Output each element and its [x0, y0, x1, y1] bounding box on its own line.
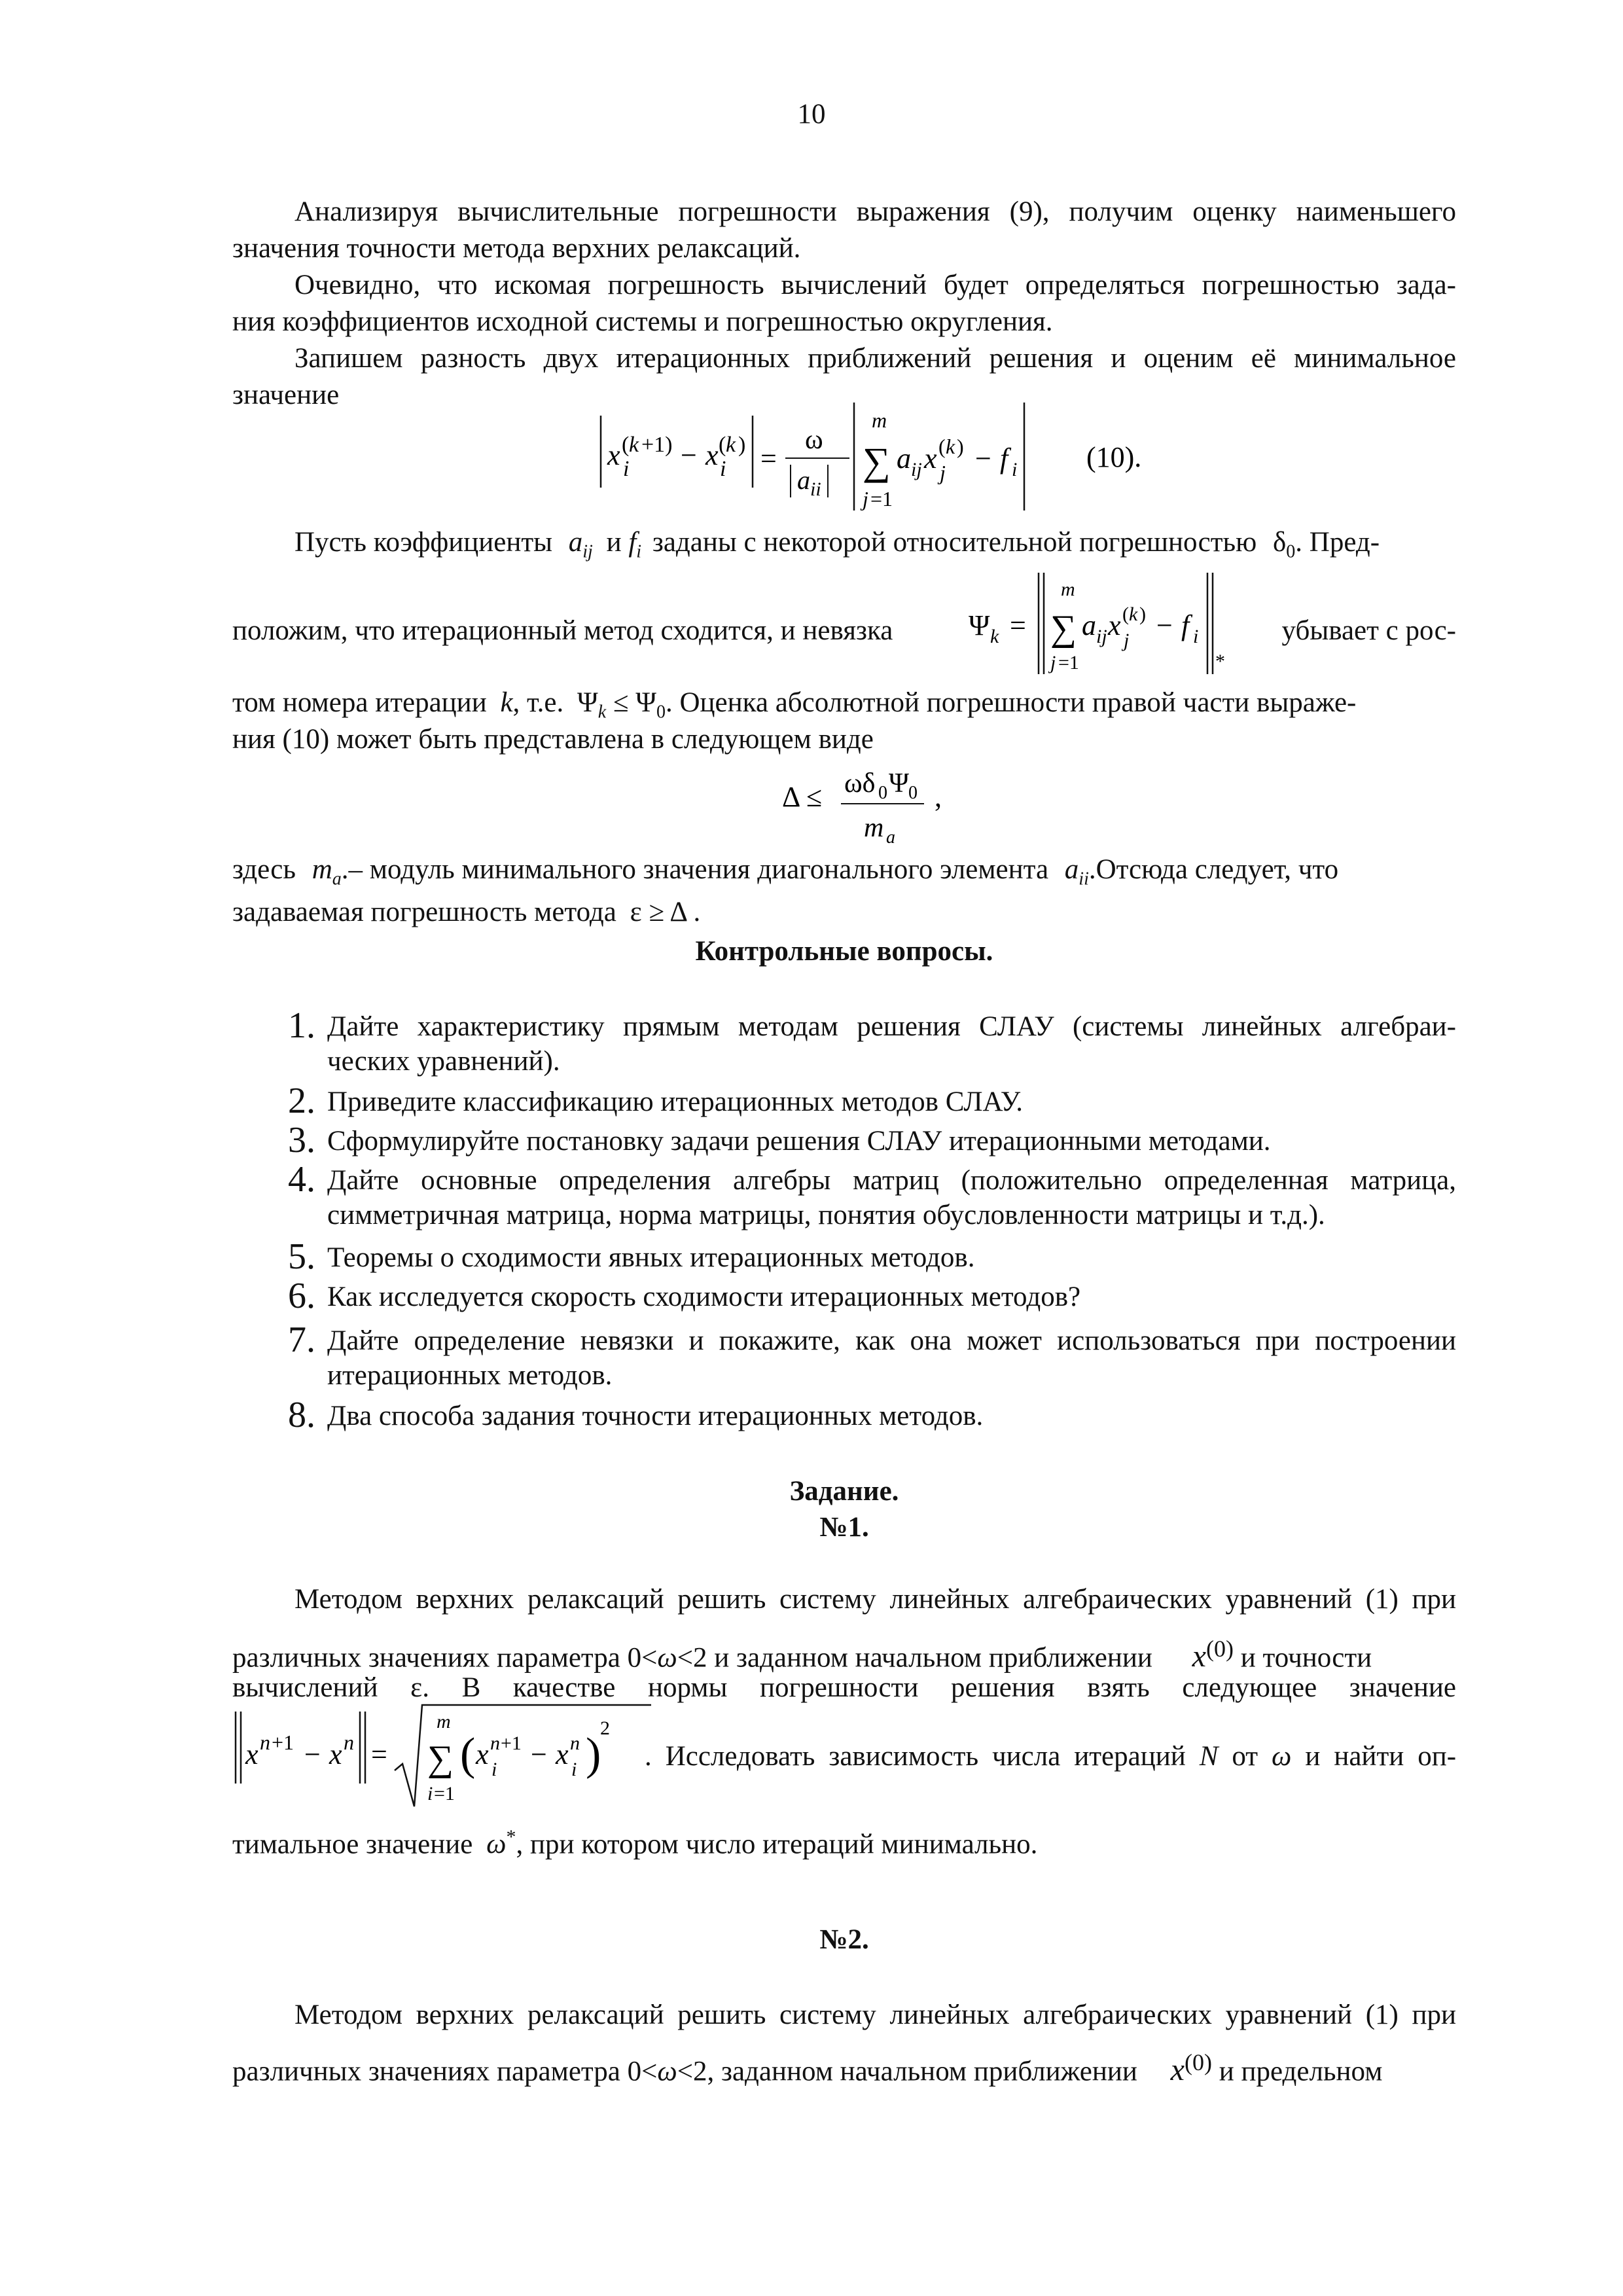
- svg-text:ωδ: ωδ: [844, 768, 876, 798]
- text-segment: .Отсюда следует, что: [1088, 854, 1339, 885]
- svg-text:ω: ω: [805, 425, 823, 455]
- svg-text:f: f: [1181, 609, 1190, 641]
- equation-10: [589, 403, 1165, 520]
- svg-text:): ): [1139, 603, 1146, 625]
- paragraph-line: . Исследовать зависимость числа итераций N от ω и найти оп-: [645, 1741, 1457, 1772]
- text-segment: . Пред-: [1295, 527, 1380, 558]
- svg-text:x: x: [924, 442, 937, 475]
- paragraph-line: значения точности метода верхних релаксаций.: [232, 233, 801, 264]
- svg-text:∑: ∑: [863, 440, 891, 483]
- svg-text:−: −: [681, 439, 697, 471]
- svg-text:Ψ: Ψ: [889, 768, 909, 798]
- svg-text:k: k: [1129, 603, 1138, 625]
- text-segment: .– модуль минимального значения диагонального элемента: [341, 854, 1049, 885]
- text-segment: различных значениях параметра 0<: [232, 1642, 658, 1674]
- svg-text:=: =: [371, 1738, 387, 1770]
- svg-text:j: j: [1124, 630, 1130, 651]
- list-number: 8.: [288, 1395, 315, 1435]
- svg-text:2: 2: [600, 1717, 610, 1739]
- list-text: Дайте характеристику прямым методам решения СЛАУ (системы линейных алгебраи-: [327, 1011, 1456, 1042]
- list-text: итерационных методов.: [327, 1360, 613, 1391]
- list-number: 5.: [288, 1236, 315, 1277]
- paragraph-line: Методом верхних релаксаций решить систему линейных алгебраических уравнений (1) при: [294, 1584, 1456, 1615]
- svg-text:−: −: [975, 442, 991, 475]
- task-number-1: №1.: [819, 1512, 869, 1543]
- paragraph-line: значение: [232, 380, 340, 410]
- list-text: Как исследуется скорость сходимости итерационных методов?: [327, 1282, 1081, 1312]
- svg-text:ij: ij: [911, 459, 922, 480]
- svg-text:Δ ≤: Δ ≤: [782, 781, 823, 813]
- paragraph-line: Анализируя вычислительные погрешности выражения (9), получим оценку наименьшего: [294, 196, 1456, 227]
- svg-text:k: k: [990, 626, 999, 647]
- text-segment: , т.е.: [512, 687, 564, 718]
- svg-text:−: −: [304, 1738, 321, 1770]
- svg-text:(: (: [622, 433, 630, 457]
- list-text: Приведите классификацию итерационных методов СЛАУ.: [327, 1086, 1023, 1117]
- list-number: 4.: [288, 1159, 315, 1200]
- svg-text:=1: =1: [870, 487, 893, 511]
- svg-text:(: (: [1122, 603, 1129, 625]
- list-text: Сформулируйте постановку задачи решения СЛАУ итерационными методами.: [327, 1126, 1271, 1157]
- text-segment: и предельном: [1219, 2056, 1383, 2087]
- svg-text:0: 0: [878, 783, 887, 803]
- svg-text:i: i: [427, 1783, 433, 1804]
- svg-text:=: =: [1010, 609, 1026, 641]
- text-segment: том номера итерации: [232, 687, 487, 718]
- text-segment: . Оценка абсолютной погрешности правой части выраже-: [665, 687, 1357, 718]
- svg-text:−: −: [1156, 609, 1173, 641]
- svg-text:m: m: [864, 813, 884, 843]
- list-number: 6.: [288, 1276, 315, 1316]
- delta-formula: [779, 759, 975, 851]
- text-segment: различных значениях параметра 0<: [232, 2056, 658, 2087]
- text-segment: задаваемая погрешность метода: [232, 897, 616, 927]
- paragraph-line: вычислений ε. В качестве нормы погрешности решения взять следующее значение: [232, 1672, 1456, 1703]
- page-number: 10: [797, 99, 826, 130]
- svg-text:,: ,: [935, 781, 942, 813]
- residual-formula: [965, 569, 1279, 681]
- paragraph-line: различных значениях параметра 0<ω<2 и заданном начальном приближении $x^{(0)}$ и точности: [232, 1636, 1372, 1674]
- svg-text:+1: +1: [272, 1731, 294, 1754]
- text-segment: , при котором число итераций минимально.: [516, 1829, 1038, 1860]
- list-text: Теоремы о сходимости явных итерационных методов.: [327, 1242, 975, 1273]
- text-segment: <2 и заданном начальном приближении: [677, 1642, 1152, 1674]
- text-segment: и: [606, 527, 622, 558]
- text-segment: . Исследовать зависимость числа итераций: [645, 1741, 1186, 1772]
- svg-text:+1: +1: [501, 1732, 522, 1754]
- svg-text:x: x: [607, 439, 620, 471]
- svg-text:i: i: [491, 1759, 497, 1780]
- svg-text:j: j: [940, 461, 946, 484]
- svg-text:(: (: [938, 435, 946, 458]
- svg-text:m: m: [872, 408, 887, 432]
- list-text: ческих уравнений).: [327, 1046, 560, 1077]
- svg-text:=: =: [760, 442, 777, 475]
- svg-text:x: x: [329, 1738, 342, 1770]
- list-text: симметричная матрица, норма матрицы, понятия обусловленности матрицы и т.д.).: [327, 1200, 1325, 1230]
- paragraph-line: Методом верхних релаксаций решить систему линейных алгебраических уравнений (1) при: [294, 2000, 1456, 2030]
- svg-text:i: i: [1193, 626, 1199, 647]
- paragraph-line: Очевидно, что искомая погрешность вычислений будет определяться погрешностью зада-: [294, 270, 1456, 300]
- list-text: Два способа задания точности итерационных методов.: [327, 1401, 984, 1431]
- svg-text:k: k: [726, 433, 736, 457]
- section-heading: Контрольные вопросы.: [695, 936, 993, 967]
- paragraph-line: ния (10) может быть представлена в следующем виде: [232, 724, 874, 755]
- svg-text:x: x: [245, 1738, 259, 1770]
- task-title: Задание.: [789, 1476, 899, 1507]
- svg-text:n: n: [344, 1731, 354, 1754]
- svg-text:a: a: [886, 827, 895, 848]
- svg-text:f: f: [1000, 442, 1008, 475]
- svg-text:ij: ij: [1096, 626, 1107, 647]
- paragraph-line: различных значениях параметра 0<ω<2, заданном начальном приближении $x^{(0)}$ и предельном: [232, 2049, 1383, 2088]
- svg-text:i: i: [1012, 459, 1018, 480]
- svg-text:n: n: [570, 1732, 580, 1754]
- svg-text:(: (: [460, 1729, 476, 1780]
- svg-text:ii: ii: [810, 478, 821, 500]
- svg-text:∑: ∑: [427, 1738, 454, 1779]
- text-segment: заданы с некоторой относительной погрешностью: [652, 527, 1257, 558]
- paragraph-line: убывает с рос-: [1281, 615, 1456, 646]
- text-segment: от: [1232, 1741, 1258, 1772]
- paragraph-line: тимальное значение ω*, при котором число итераций минимально.: [232, 1826, 1038, 1860]
- paragraph-line: Пусть коэффициенты $a_{ij}$ и $f_i$ заданы с некоторой относительной погрешностью $\delta_0$. Пред-: [294, 527, 1380, 562]
- svg-text:Ψ: Ψ: [969, 609, 990, 641]
- list-number: 3.: [288, 1120, 315, 1160]
- svg-text:−: −: [531, 1738, 547, 1770]
- svg-text:x: x: [1108, 609, 1121, 641]
- svg-text:=1: =1: [1058, 652, 1079, 673]
- svg-text:+1): +1): [641, 433, 673, 457]
- text-segment: Пусть коэффициенты: [294, 527, 553, 558]
- equation-10-label: (10).: [1086, 441, 1142, 473]
- svg-text:a: a: [1082, 609, 1096, 641]
- svg-text:): ): [586, 1729, 601, 1780]
- paragraph-line: задаваемая погрешность метода ε ≥ Δ .: [232, 897, 701, 927]
- list-number: 1.: [288, 1005, 315, 1046]
- svg-text:a: a: [797, 465, 810, 495]
- text-segment: и найти оп-: [1305, 1741, 1457, 1772]
- svg-text:0: 0: [908, 783, 918, 803]
- svg-text:): ): [957, 435, 964, 458]
- svg-text:n: n: [490, 1732, 500, 1754]
- svg-text:k: k: [946, 435, 955, 458]
- svg-text:j: j: [863, 487, 868, 511]
- svg-text:): ): [738, 433, 746, 457]
- paragraph-line: положим, что итерационный метод сходится, и невязка: [232, 615, 893, 646]
- svg-text:j: j: [1050, 652, 1056, 673]
- list-number: 7.: [288, 1319, 315, 1360]
- text-segment: здесь: [232, 854, 296, 885]
- svg-text:a: a: [897, 442, 911, 475]
- paragraph-line: том номера итерации k, т.е. $\Psi_k \le \Psi_0$. Оценка абсолютной погрешности правой части выраже-: [232, 687, 1357, 723]
- norm-formula: [232, 1698, 664, 1810]
- svg-text:(: (: [719, 433, 726, 457]
- paragraph-line: Запишем разность двух итерационных приближений решения и оценим её минимальное: [294, 343, 1456, 374]
- paragraph-line: ния коэффициентов исходной системы и погрешностью округления.: [232, 306, 1053, 337]
- svg-text:k: k: [629, 433, 639, 457]
- svg-text:i: i: [720, 457, 726, 481]
- text-segment: тимальное значение: [232, 1829, 473, 1860]
- svg-text:i: i: [623, 457, 630, 481]
- list-text: Дайте основные определения алгебры матриц (положительно определенная матрица,: [327, 1165, 1456, 1196]
- svg-text:x: x: [705, 439, 719, 471]
- svg-text:x: x: [556, 1738, 569, 1770]
- list-number: 2.: [288, 1081, 315, 1121]
- text-segment: и точности: [1240, 1642, 1372, 1674]
- svg-text:=1: =1: [434, 1783, 455, 1804]
- paragraph-line: здесь $m_a.-$ модуль минимального значения диагонального элемента $a_{ii}.Отсюда$ следует, что: [232, 854, 1339, 889]
- svg-text:∑: ∑: [1050, 608, 1077, 649]
- svg-text:n: n: [260, 1731, 270, 1754]
- svg-text:*: *: [1215, 651, 1225, 672]
- list-text: Дайте определение невязки и покажите, как она может использоваться при построении: [327, 1325, 1456, 1356]
- task-number-2: №2.: [819, 1924, 869, 1955]
- svg-text:m: m: [437, 1711, 451, 1732]
- text-segment: <2, заданном начальном приближении: [677, 2056, 1137, 2087]
- svg-text:i: i: [571, 1759, 577, 1780]
- svg-text:m: m: [1061, 579, 1075, 600]
- svg-text:x: x: [476, 1738, 489, 1770]
